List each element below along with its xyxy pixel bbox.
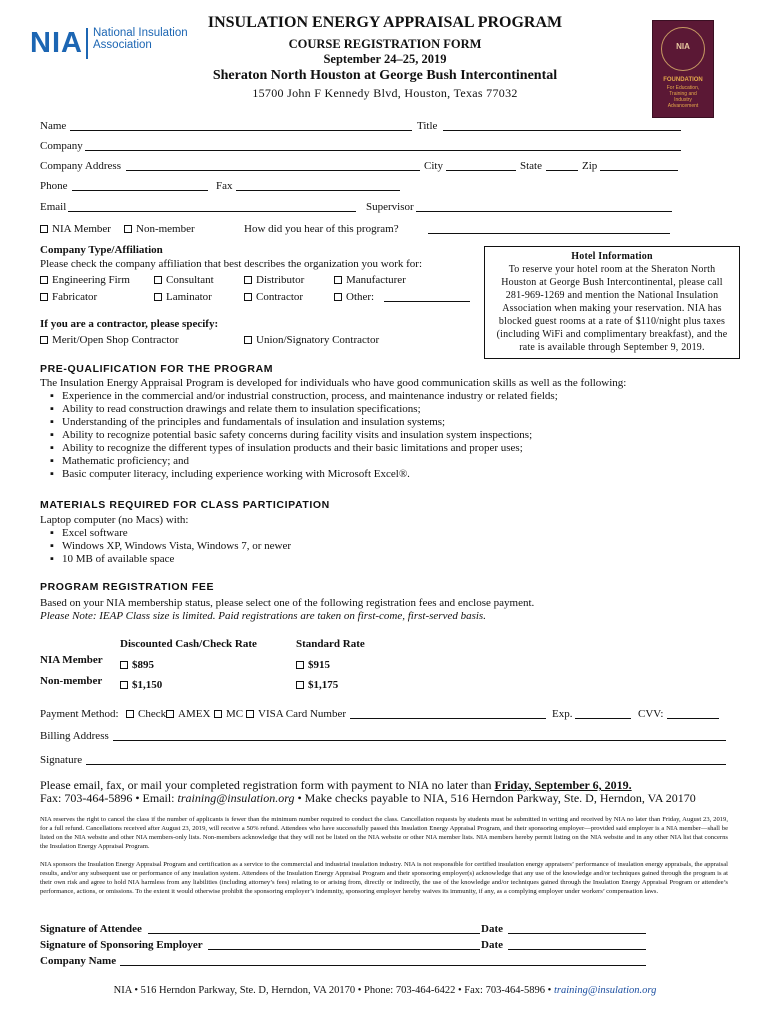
nia-member-option[interactable]: NIA Member (40, 222, 111, 236)
company-name-field[interactable] (120, 954, 646, 966)
sponsor-date-label: Date (481, 939, 503, 951)
checkbox-icon[interactable] (244, 293, 252, 301)
foundation-emblem: NIA (661, 27, 705, 71)
fee-option[interactable]: $915 (296, 658, 330, 672)
list-item: ▪ Ability to recognize the different types of insulation products and their basic limitations and proper uses; (40, 442, 740, 455)
foundation-badge (652, 20, 714, 118)
footer-email[interactable]: training@insulation.org (554, 985, 657, 996)
checkbox-icon[interactable] (154, 293, 162, 301)
contractor-option[interactable]: Merit/Open Shop Contractor (40, 333, 178, 347)
supervisor-label: Supervisor (366, 201, 414, 213)
hotel-body: To reserve your hotel room at the Sheraton North Houston at George Bush Intercontinental, please call 281-969-1269 and mention the National Insulation Association when making your reservation. NIA has blocked guest rooms at a rate of $110/night plus taxes (including WiFi and complimentary breakfast), and the rate is available through September 9, 2019. (496, 264, 728, 353)
exp-field[interactable] (575, 707, 631, 719)
city-label: City (424, 160, 443, 172)
fax-field[interactable] (236, 179, 400, 191)
affiliation-option[interactable]: Fabricator (40, 290, 97, 304)
city-field[interactable] (446, 159, 516, 171)
cvv-label: CVV: (638, 708, 664, 720)
submit-instructions: Please email, fax, or mail your completed registration form with payment to NIA no later than Friday, September 6, 2019. (40, 778, 632, 792)
checkbox-icon[interactable] (120, 681, 128, 689)
fee-option[interactable]: $1,175 (296, 678, 338, 692)
materials-list (40, 527, 440, 566)
sponsor-signature-label: Signature of Sponsoring Employer (40, 939, 203, 951)
fee-heading: PROGRAM REGISTRATION FEE (40, 581, 215, 593)
submit-contact: Fax: 703-464-5896 • Email: training@insulation.org • Make checks payable to NIA, 516 Herndon Parkway, Ste. D, Herndon, VA 20170 (40, 791, 696, 805)
name-field[interactable] (70, 119, 412, 131)
fee-intro: Based on your NIA membership status, please select one of the following registration fees and enclose payment. (40, 597, 535, 609)
company-name-label: Company Name (40, 955, 117, 967)
non-member-option[interactable]: Non-member (124, 222, 195, 236)
payment-mc-option[interactable]: MC (214, 707, 243, 721)
title-label: Title (417, 120, 438, 132)
event-venue: Sheraton North Houston at George Bush Intercontinental (212, 68, 558, 83)
checkbox-icon[interactable] (296, 681, 304, 689)
phone-field[interactable] (72, 179, 208, 191)
affiliation-option[interactable]: Manufacturer (334, 273, 406, 287)
checkbox-icon[interactable] (40, 293, 48, 301)
affiliation-option[interactable]: Other: (334, 290, 374, 304)
checkbox-icon[interactable] (40, 336, 48, 344)
checkbox-icon[interactable] (244, 276, 252, 284)
contractor-heading: If you are a contractor, please specify: (40, 318, 219, 330)
affiliation-option[interactable]: Contractor (244, 290, 303, 304)
fee-option[interactable]: $895 (120, 658, 154, 672)
company-address-field[interactable] (126, 159, 420, 171)
card-number-field[interactable] (350, 707, 546, 719)
event-address: 15700 John F Kennedy Blvd, Houston, Texas 77032 (252, 86, 518, 100)
fee-option[interactable]: $1,150 (120, 678, 162, 692)
state-field[interactable] (546, 159, 578, 171)
phone-label: Phone (40, 180, 68, 192)
checkbox-icon[interactable] (296, 661, 304, 669)
checkbox-icon[interactable] (166, 710, 174, 718)
affiliation-prompt: Please check the company affiliation that best describes the organization you work for: (40, 258, 423, 270)
checkbox-icon[interactable] (40, 276, 48, 284)
checkbox-icon[interactable] (120, 661, 128, 669)
company-field[interactable] (85, 139, 681, 151)
signature-field[interactable] (86, 753, 726, 765)
checkbox-icon[interactable] (214, 710, 222, 718)
name-label: Name (40, 120, 67, 132)
attendee-date-label: Date (481, 923, 503, 935)
sponsor-signature-field[interactable] (208, 938, 480, 950)
list-item: ▪ Ability to read construction drawings and relate them to insulation specifications; (40, 403, 740, 416)
payment-check-option[interactable]: Check (126, 707, 166, 721)
affiliation-option[interactable]: Laminator (154, 290, 212, 304)
list-item: ▪ Experience in the commercial and/or industrial construction, process, and maintenance industry or related fields; (40, 390, 740, 403)
affiliation-heading: Company Type/Affiliation (40, 244, 163, 256)
hear-field[interactable] (428, 222, 670, 234)
signature-label: Signature (40, 754, 83, 766)
prequal-list (40, 390, 740, 481)
hotel-info-box (484, 246, 740, 359)
checkbox-icon[interactable] (124, 225, 132, 233)
fee-col-standard: Standard Rate (296, 638, 365, 650)
cvv-field[interactable] (667, 707, 719, 719)
exp-label: Exp. (552, 708, 573, 720)
billing-label: Billing Address (40, 730, 109, 742)
billing-field[interactable] (113, 729, 726, 741)
logo-name-line1: National Insulation (93, 27, 188, 39)
fee-row-label: NIA Member (40, 654, 103, 666)
materials-intro: Laptop computer (no Macs) with: (40, 514, 189, 526)
payment-amex-option[interactable]: AMEX (166, 707, 210, 721)
state-label: State (520, 160, 542, 172)
list-item: ▪ Excel software (40, 527, 440, 540)
payment-method-label: Payment Method: (40, 708, 119, 720)
footer (0, 985, 770, 996)
foundation-tagline: For Education, Training and Industry Advancement (666, 85, 700, 109)
email-label: Email (40, 201, 67, 213)
affiliation-option[interactable]: Distributor (244, 273, 304, 287)
list-item: ▪ Mathematic proficiency; and (40, 455, 740, 468)
supervisor-field[interactable] (416, 200, 672, 212)
logo-name-line2: Association (93, 39, 152, 51)
attendee-signature-label: Signature of Attendee (40, 923, 142, 935)
checkbox-icon[interactable] (126, 710, 134, 718)
checkbox-icon[interactable] (334, 293, 342, 301)
fax-label: Fax (216, 180, 233, 192)
cancellation-policy: NIA reserves the right to cancel the class if the number of applicants is fewer than the minimum number required to conduct the class. Cancellation requests by students must be submitted in writing and received by NIA no later than Friday, August 23, 2019, for a full refund. Cancellations received after August 23, 2019, will receive a 50% refund. Attendees who have successfully passed this Insulation Energy Appraisal Program, and their sponsoring employer—provided said employer is a NIA member—shall be listed on the NIA website and other NIA members-only lists. Non-members acknowledge that they will not be listed on the NIA website or other NIA member lists. NIA members hereby permit listing on the NIA website and in any other NIA list that concerns the Insulation Energy Appraisal Program. (40, 816, 728, 850)
submit-email: training@insulation.org (177, 791, 295, 805)
attendee-date-field[interactable] (508, 922, 646, 934)
prequal-heading: PRE-QUALIFICATION FOR THE PROGRAM (40, 363, 274, 375)
affiliation-option[interactable]: Engineering Firm (40, 273, 130, 287)
fee-row-label: Non-member (40, 675, 103, 687)
company-label: Company (40, 140, 83, 152)
list-item: ▪ 10 MB of available space (40, 553, 440, 566)
submit-deadline: Friday, September 6, 2019. (494, 778, 632, 792)
payment-visa-option[interactable]: VISA Card Number (246, 707, 346, 721)
prequal-intro: The Insulation Energy Appraisal Program is developed for individuals who have good communication skills as well as the following: (40, 377, 627, 389)
list-item: ▪ Basic computer literacy, including experience working with Microsoft Excel®. (40, 468, 740, 481)
checkbox-icon[interactable] (334, 276, 342, 284)
liability-disclaimer: NIA sponsors the Insulation Energy Appraisal Program and certification as a service to the commercial and industrial insulation industry. NIA is not responsible for certified insulation energy appraisers’ performance of insulation energy appraisals, the appraisal results, and/or any subsequent use or performance of any insulation system. Attendees of the Insulation Energy Appraisal Program and their sponsoring employer(s) acknowledge that any use of the knowledge and/or techniques gained through the program is at their own risk and agree to hold NIA harmless from any liabilities (including attorney’s fees) relating to or arising from, directly or indirectly, the use of the knowledge and/or techniques gained through the Insulation Energy Appraisal Program or attendee’s performance, actions, or omissions. To the extent it would otherwise prohibit the sponsoring employer’s indemnity, sponsoring employer hereby waives its immunity, if any, as a complying employer under workers’ compensation laws. (40, 861, 728, 895)
zip-label: Zip (582, 160, 598, 172)
email-field[interactable] (68, 200, 356, 212)
list-item: ▪ Ability to recognize potential basic safety concerns during facility visits and insulation system inspections; (40, 429, 740, 442)
hotel-heading: Hotel Information (571, 251, 653, 262)
checkbox-icon[interactable] (246, 710, 254, 718)
logo-abbr: NIA (30, 27, 83, 59)
page-title: INSULATION ENERGY APPRAISAL PROGRAM (207, 14, 563, 31)
event-dates: September 24–25, 2019 (323, 52, 447, 66)
form-subtitle: COURSE REGISTRATION FORM (288, 37, 482, 51)
sponsor-date-field[interactable] (508, 938, 646, 950)
list-item: ▪ Understanding of the principles and fundamentals of insulation and insulation systems; (40, 416, 740, 429)
contractor-option[interactable]: Union/Signatory Contractor (244, 333, 379, 347)
company-address-label: Company Address (40, 160, 121, 172)
materials-heading: MATERIALS REQUIRED FOR CLASS PARTICIPATION (40, 499, 330, 511)
affiliation-option[interactable]: Consultant (154, 273, 214, 287)
checkbox-icon[interactable] (154, 276, 162, 284)
attendee-signature-field[interactable] (148, 922, 480, 934)
fee-col-discount: Discounted Cash/Check Rate (120, 638, 257, 650)
fee-note: Please Note: IEAP Class size is limited. Paid registrations are taken on first-come, first-served basis. (40, 610, 486, 622)
footer-text: NIA • 516 Herndon Parkway, Ste. D, Herndon, VA 20170 • Phone: 703-464-6422 • Fax: 703-464-5896 • (113, 985, 552, 996)
checkbox-icon[interactable] (244, 336, 252, 344)
list-item: ▪ Windows XP, Windows Vista, Windows 7, or newer (40, 540, 440, 553)
hear-label: How did you hear of this program? (244, 223, 399, 235)
zip-field[interactable] (600, 159, 678, 171)
other-affiliation-field[interactable] (384, 290, 470, 302)
title-field[interactable] (443, 119, 681, 131)
foundation-word: FOUNDATION (663, 77, 703, 83)
checkbox-icon[interactable] (40, 225, 48, 233)
